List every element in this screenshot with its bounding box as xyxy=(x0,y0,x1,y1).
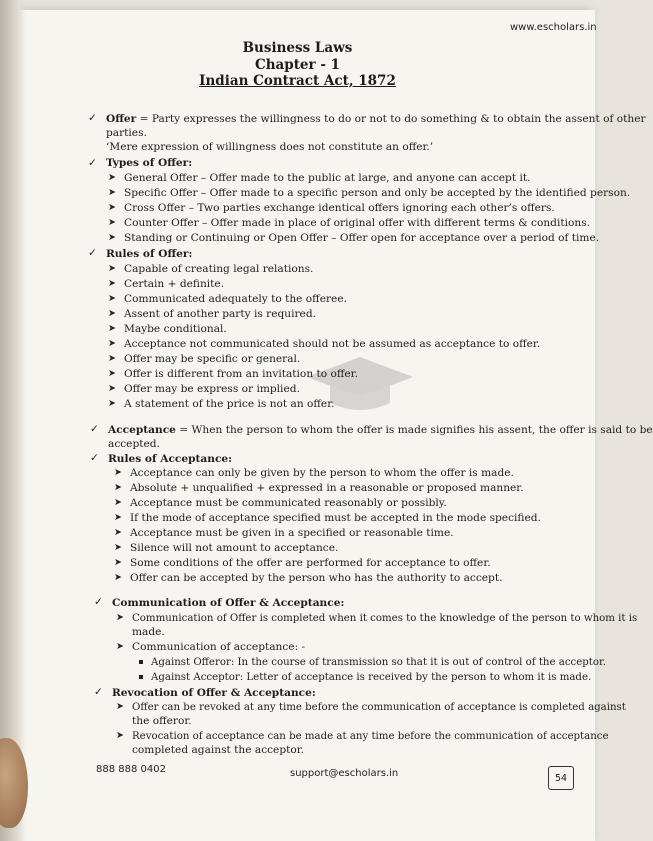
list-item: Counter Offer – Offer made in place of original offer with different terms & conditions. xyxy=(124,217,590,229)
revocation-heading: Revocation of Offer & Acceptance: xyxy=(112,687,316,699)
list-item: Certain + definite. xyxy=(124,278,225,290)
communication-sub-acceptor: Against Acceptor: Letter of acceptance is received by the person to whom it is made. xyxy=(151,672,592,683)
arrow-icon: ➤ xyxy=(114,542,122,553)
communication-item-offer-cont: made. xyxy=(132,626,165,638)
arrow-icon: ➤ xyxy=(114,557,122,568)
communication-item-offer: Communication of Offer is completed when it comes to the knowledge of the person to whom it is xyxy=(132,613,638,624)
check-icon: ✓ xyxy=(90,452,99,464)
revocation-item-offer-cont: the offeror. xyxy=(132,715,192,727)
list-item: A statement of the price is not an offer. xyxy=(124,398,335,410)
acceptance-text-cont: accepted. xyxy=(108,438,160,450)
arrow-icon: ➤ xyxy=(108,368,116,379)
acceptance-text: = When the person to whom the offer is made signifies his assent, the offer is said to be xyxy=(175,424,653,436)
arrow-icon: ➤ xyxy=(108,308,116,319)
list-item: Offer may be specific or general. xyxy=(124,353,301,365)
arrow-icon: ➤ xyxy=(114,467,122,478)
communication-item-acceptance: Communication of acceptance: - xyxy=(132,641,306,653)
check-icon: ✓ xyxy=(90,423,99,435)
square-bullet-icon xyxy=(139,675,143,679)
arrow-icon: ➤ xyxy=(114,512,122,523)
arrow-icon: ➤ xyxy=(108,353,116,364)
offer-label: Offer xyxy=(106,113,137,125)
list-item: If the mode of acceptance specified must be accepted in the mode specified. xyxy=(130,512,541,524)
square-bullet-icon xyxy=(139,660,143,664)
list-item: Absolute + unqualified + expressed in a reasonable or proposed manner. xyxy=(130,482,524,494)
list-item: Communicated adequately to the offeree. xyxy=(124,293,347,305)
offer-text-cont: parties. xyxy=(106,127,147,139)
list-item: Standing or Continuing or Open Offer – Offer open for acceptance over a period of time. xyxy=(124,232,600,244)
acceptance-definition xyxy=(108,424,653,437)
list-item: General Offer – Offer made to the public at large, and anyone can accept it. xyxy=(124,172,531,184)
check-icon: ✓ xyxy=(88,112,97,124)
arrow-icon: ➤ xyxy=(114,527,122,538)
chapter-title: Chapter - 1 xyxy=(254,57,341,73)
check-icon: ✓ xyxy=(94,686,103,698)
list-item: Acceptance must be given in a specified or reasonable time. xyxy=(130,527,454,539)
site-url: www.escholars.in xyxy=(510,22,597,33)
check-icon: ✓ xyxy=(88,157,97,169)
offer-quote: ‘Mere expression of willingness does not constitute an offer.’ xyxy=(106,141,434,153)
arrow-icon: ➤ xyxy=(114,572,122,583)
footer-phone: 888 888 0402 xyxy=(96,764,166,775)
arrow-icon: ➤ xyxy=(108,293,116,304)
check-icon: ✓ xyxy=(94,596,103,608)
act-title: Indian Contract Act, 1872 xyxy=(199,73,396,89)
arrow-icon: ➤ xyxy=(116,641,124,652)
revocation-item-acceptance-cont: completed against the acceptor. xyxy=(132,744,305,756)
arrow-icon: ➤ xyxy=(108,398,116,409)
acceptance-label: Acceptance xyxy=(108,424,176,436)
arrow-icon: ➤ xyxy=(108,172,116,183)
arrow-icon: ➤ xyxy=(108,263,116,274)
communication-heading: Communication of Offer & Acceptance: xyxy=(112,597,345,609)
list-item: Specific Offer – Offer made to a specific person and only be accepted by the identified person. xyxy=(124,187,631,199)
list-item: Capable of creating legal relations. xyxy=(124,263,314,275)
arrow-icon: ➤ xyxy=(108,323,116,334)
page-number: 54 xyxy=(548,766,574,790)
book-title: Business Laws xyxy=(242,40,353,56)
list-item: Acceptance not communicated should not be assumed as acceptance to offer. xyxy=(124,338,541,350)
list-item: Maybe conditional. xyxy=(124,323,227,335)
list-item: Offer is different from an invitation to offer. xyxy=(124,368,358,380)
arrow-icon: ➤ xyxy=(116,730,124,741)
list-item: Offer may be express or implied. xyxy=(124,383,300,395)
page-edge-shadow xyxy=(0,0,26,841)
types-of-offer-heading: Types of Offer: xyxy=(106,157,193,169)
communication-sub-offeror: Against Offeror: In the course of transmission so that it is out of control of the acceptor. xyxy=(151,657,606,668)
list-item: Acceptance can only be given by the person to whom the offer is made. xyxy=(130,467,514,479)
arrow-icon: ➤ xyxy=(108,187,116,198)
list-item: Cross Offer – Two parties exchange identical offers ignoring each other’s offers. xyxy=(124,202,555,214)
footer-email: support@escholars.in xyxy=(290,768,399,779)
offer-text: = Party expresses the willingness to do or not to do something & to obtain the assent of other xyxy=(136,113,646,125)
arrow-icon: ➤ xyxy=(108,232,116,243)
arrow-icon: ➤ xyxy=(108,383,116,394)
rules-of-offer-heading: Rules of Offer: xyxy=(106,248,193,260)
offer-definition xyxy=(106,113,646,126)
arrow-icon: ➤ xyxy=(108,202,116,213)
rules-of-acceptance-heading: Rules of Acceptance: xyxy=(108,453,233,465)
list-item: Assent of another party is required. xyxy=(124,308,316,320)
revocation-item-acceptance: Revocation of acceptance can be made at any time before the communication of acceptance xyxy=(132,731,609,742)
arrow-icon: ➤ xyxy=(114,497,122,508)
arrow-icon: ➤ xyxy=(114,482,122,493)
arrow-icon: ➤ xyxy=(108,278,116,289)
arrow-icon: ➤ xyxy=(116,701,124,712)
list-item: Silence will not amount to acceptance. xyxy=(130,542,339,554)
check-icon: ✓ xyxy=(88,247,97,259)
revocation-item-offer: Offer can be revoked at any time before the communication of acceptance is completed against xyxy=(132,702,626,713)
list-item: Offer can be accepted by the person who has the authority to accept. xyxy=(130,572,503,584)
list-item: Some conditions of the offer are performed for acceptance to offer. xyxy=(130,557,491,569)
arrow-icon: ➤ xyxy=(116,612,124,623)
arrow-icon: ➤ xyxy=(108,217,116,228)
list-item: Acceptance must be communicated reasonably or possibly. xyxy=(130,497,447,509)
arrow-icon: ➤ xyxy=(108,338,116,349)
